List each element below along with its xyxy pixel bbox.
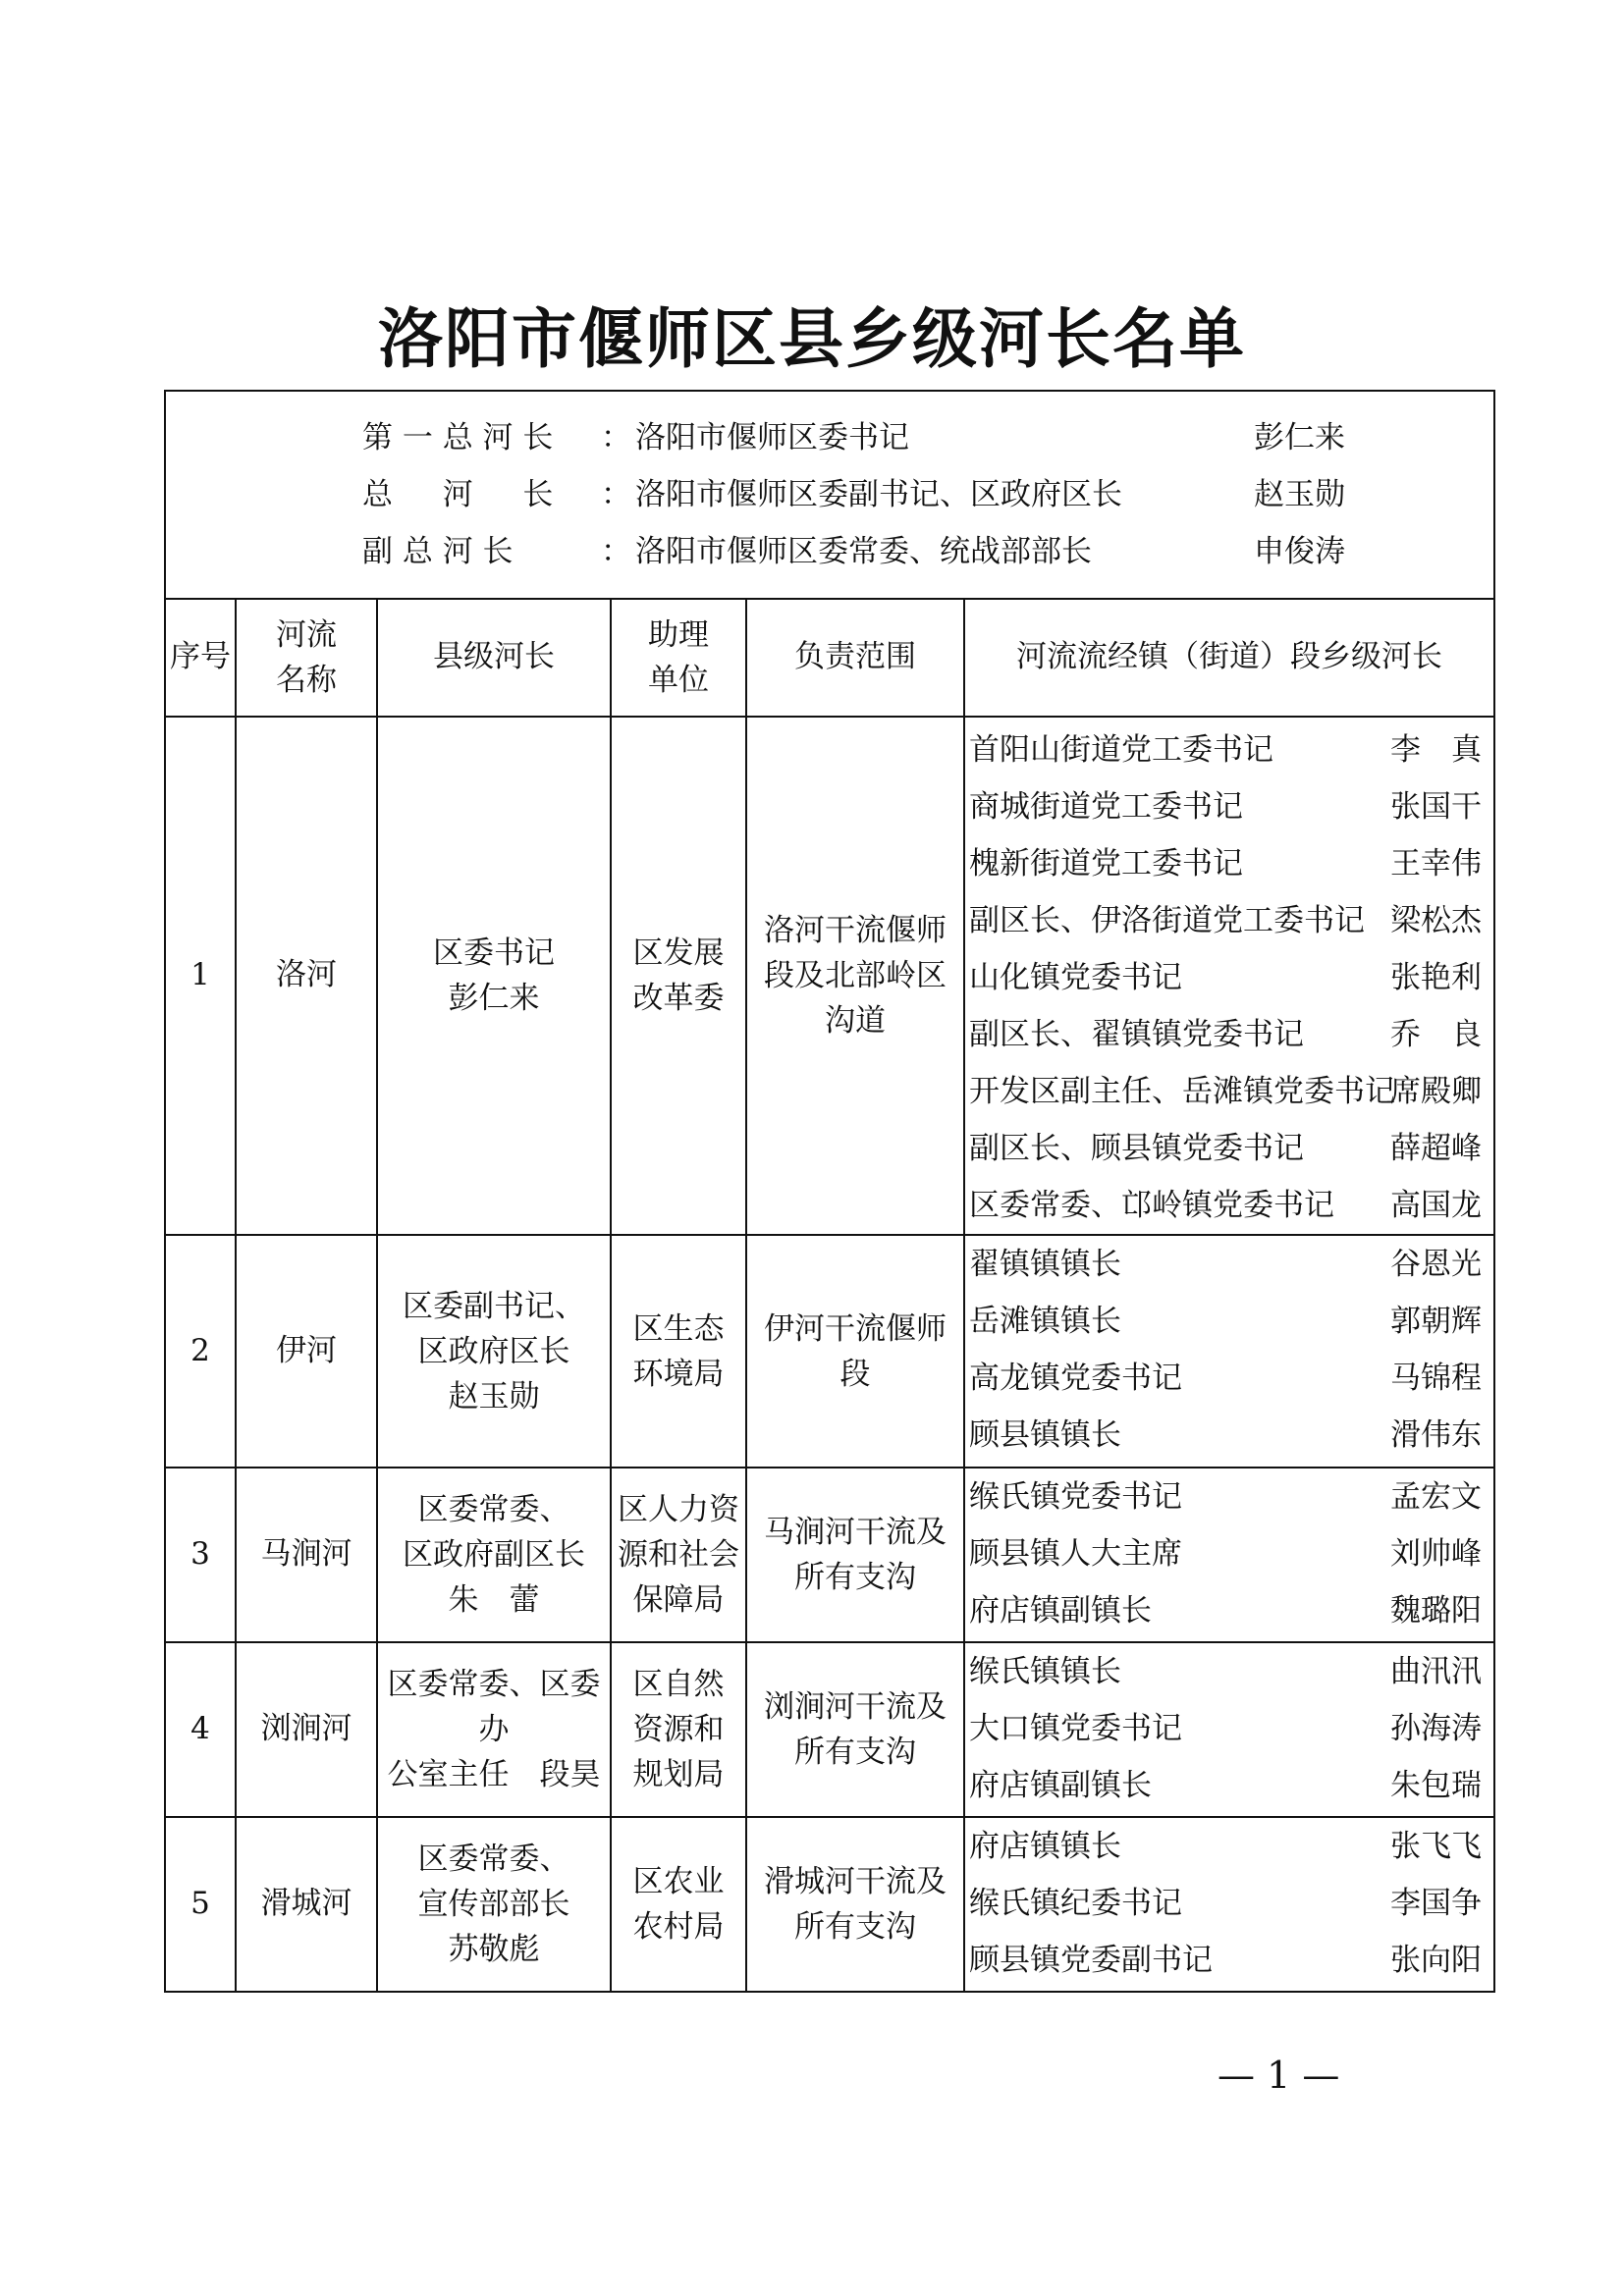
row-assist-unit-line: 区人力资	[618, 1492, 739, 1527]
page-number: — 1 —	[1218, 2054, 1340, 2097]
township-chief-position: 高龙镇党委书记	[969, 1361, 1182, 1396]
chief-role: 总 河 长	[362, 477, 554, 512]
row-river-name: 伊河	[236, 1235, 377, 1468]
row-scope-line: 段及北部岭区	[764, 958, 947, 993]
township-chief-entry	[965, 1293, 1493, 1350]
row-county-chief	[377, 1642, 611, 1817]
township-chief-name: 朱包瑞	[1390, 1768, 1483, 1803]
row-assist-unit-line: 改革委	[632, 981, 725, 1016]
township-chief-position: 大口镇党委书记	[969, 1711, 1182, 1746]
row-county-chief-line: 区政府副区长	[403, 1537, 585, 1573]
row-assist-unit-line: 规划局	[632, 1757, 725, 1792]
township-chief-entry	[965, 1236, 1493, 1293]
township-chief-entry	[965, 835, 1493, 892]
township-chief-name: 刘帅峰	[1390, 1536, 1483, 1572]
township-chief-position: 区委常委、邙岭镇党委书记	[969, 1188, 1334, 1223]
row-scope-line: 段	[839, 1356, 871, 1392]
township-chief-entry	[965, 1120, 1493, 1177]
township-chief-position: 商城街道党工委书记	[969, 789, 1243, 825]
township-chief-entry	[965, 949, 1493, 1006]
chief-colon: ：	[601, 477, 631, 512]
table-row	[165, 717, 1494, 1235]
row-county-chief-line: 朱 蕾	[448, 1582, 540, 1618]
row-scope	[746, 717, 964, 1235]
row-assist-unit-line: 区自然	[632, 1667, 725, 1702]
row-county-chief-line: 区委常委、	[417, 1492, 570, 1527]
row-scope-line: 所有支沟	[794, 1735, 916, 1770]
row-assist-unit	[611, 1817, 746, 1992]
township-chief-entry	[965, 1818, 1493, 1875]
township-chief-name: 王幸伟	[1390, 846, 1483, 881]
row-township-chiefs	[964, 1235, 1494, 1468]
chief-line-3	[166, 523, 1493, 580]
row-scope-line: 所有支沟	[794, 1909, 916, 1945]
table-row	[165, 1642, 1494, 1817]
township-chief-name: 谷恩光	[1390, 1247, 1483, 1282]
row-assist-unit-line: 区生态	[632, 1310, 725, 1347]
row-assist-unit	[611, 1468, 746, 1642]
township-chief-position: 副区长、顾县镇党委书记	[969, 1131, 1304, 1166]
row-assist-unit-line: 保障局	[632, 1582, 725, 1618]
row-county-chief-line: 区委书记	[433, 935, 555, 971]
township-chief-entry	[965, 1582, 1493, 1639]
row-township-chiefs	[964, 717, 1494, 1235]
township-chief-position: 府店镇副镇长	[969, 1593, 1152, 1629]
row-county-chief-line: 公室主任 段昊	[387, 1757, 601, 1792]
chief-name: 彭仁来	[1254, 420, 1345, 455]
township-chief-name: 李 真	[1390, 732, 1483, 768]
table-row	[165, 1235, 1494, 1468]
chief-position: 洛阳市偃师区委书记	[635, 420, 909, 455]
row-assist-unit-line: 区农业	[632, 1864, 725, 1899]
row-scope-line: 浏涧河干流及	[764, 1689, 947, 1725]
row-seq: 3	[165, 1468, 236, 1642]
row-scope	[746, 1817, 964, 1992]
row-township-chiefs	[964, 1642, 1494, 1817]
township-chief-position: 山化镇党委书记	[969, 960, 1182, 995]
header-river-name	[236, 599, 377, 717]
township-chief-entry	[965, 721, 1493, 778]
chief-colon: ：	[601, 420, 631, 455]
row-seq: 1	[165, 717, 236, 1235]
row-township-chiefs	[964, 1468, 1494, 1642]
table-row	[165, 1817, 1494, 1992]
township-chief-position: 岳滩镇镇长	[969, 1304, 1121, 1339]
row-assist-unit-line: 农村局	[632, 1909, 725, 1945]
row-seq: 2	[165, 1235, 236, 1468]
row-county-chief-line: 区委常委、区委办	[387, 1667, 601, 1747]
chief-position: 洛阳市偃师区委常委、统战部部长	[635, 534, 1092, 569]
chief-colon: ：	[601, 534, 631, 569]
row-county-chief	[377, 717, 611, 1235]
header-township-chief: 河流流经镇（街道）段乡级河长	[964, 599, 1494, 717]
row-county-chief-line: 区委常委、	[417, 1842, 570, 1877]
chief-name: 赵玉勋	[1254, 477, 1345, 512]
row-assist-unit	[611, 717, 746, 1235]
row-scope	[746, 1468, 964, 1642]
header-text: 助理	[648, 617, 709, 653]
row-assist-unit-line: 环境局	[632, 1356, 725, 1392]
township-chief-position: 开发区副主任、岳滩镇党委书记	[969, 1074, 1395, 1109]
township-chief-entry	[965, 1932, 1493, 1989]
township-chief-name: 张国干	[1390, 789, 1483, 825]
row-river-name: 洛河	[236, 717, 377, 1235]
township-chief-entry	[965, 1006, 1493, 1063]
row-county-chief-line: 宣传部部长	[417, 1887, 570, 1922]
township-chief-name: 席殿卿	[1390, 1074, 1483, 1109]
row-scope-line: 滑城河干流及	[764, 1864, 947, 1899]
river-chief-table	[164, 390, 1495, 1993]
township-chief-name: 薛超峰	[1390, 1131, 1483, 1166]
row-scope-line: 伊河干流偃师	[764, 1310, 947, 1347]
row-scope-line: 洛河干流偃师	[764, 913, 947, 948]
township-chief-entry	[965, 1643, 1493, 1700]
chief-line-1	[166, 409, 1493, 466]
document-title: 洛阳市偃师区县乡级河长名单	[378, 301, 1246, 377]
header-seq: 序号	[165, 599, 236, 717]
header-text: 河流	[276, 617, 337, 653]
township-chief-position: 副区长、伊洛街道党工委书记	[969, 903, 1365, 938]
row-river-name: 滑城河	[236, 1817, 377, 1992]
township-chief-entry	[965, 1468, 1493, 1525]
township-chief-entry	[965, 1700, 1493, 1757]
row-assist-unit-line: 资源和	[632, 1712, 725, 1747]
township-chief-position: 府店镇镇长	[969, 1829, 1121, 1864]
township-chief-position: 顾县镇镇长	[969, 1417, 1121, 1453]
township-chief-name: 李国争	[1390, 1886, 1483, 1921]
header-county-chief: 县级河长	[377, 599, 611, 717]
header-assist-unit	[611, 599, 746, 717]
header-text: 名称	[276, 663, 337, 698]
township-chief-name: 马锦程	[1390, 1361, 1483, 1396]
chief-line-2	[166, 466, 1493, 523]
township-chief-position: 缑氏镇党委书记	[969, 1479, 1182, 1515]
row-county-chief-line: 彭仁来	[448, 981, 540, 1016]
row-assist-unit	[611, 1642, 746, 1817]
row-scope-line: 马涧河干流及	[764, 1515, 947, 1550]
township-chief-name: 张向阳	[1390, 1943, 1483, 1978]
township-chief-entry	[965, 778, 1493, 835]
row-scope	[746, 1642, 964, 1817]
township-chief-position: 副区长、翟镇镇党委书记	[969, 1017, 1304, 1052]
row-county-chief-line: 区政府区长	[417, 1333, 570, 1369]
row-county-chief-line: 赵玉勋	[448, 1378, 540, 1415]
row-assist-unit-line: 区发展	[632, 935, 725, 971]
township-chief-name: 魏璐阳	[1390, 1593, 1483, 1629]
township-chief-entry	[965, 1757, 1493, 1814]
township-chief-name: 梁松杰	[1390, 903, 1483, 938]
township-chief-entry	[965, 1350, 1493, 1407]
township-chief-position: 顾县镇人大主席	[969, 1536, 1182, 1572]
table-header-row	[165, 599, 1494, 717]
township-chief-position: 槐新街道党工委书记	[969, 846, 1243, 881]
township-chief-entry	[965, 1063, 1493, 1120]
table-row	[165, 1468, 1494, 1642]
row-county-chief	[377, 1817, 611, 1992]
row-county-chief-line: 苏敬彪	[448, 1932, 540, 1967]
township-chief-position: 缑氏镇纪委书记	[969, 1886, 1182, 1921]
township-chief-name: 张飞飞	[1390, 1829, 1483, 1864]
township-chief-name: 孟宏文	[1390, 1479, 1483, 1515]
township-chief-position: 顾县镇党委副书记	[969, 1943, 1213, 1978]
header-scope: 负责范围	[746, 599, 964, 717]
row-township-chiefs	[964, 1817, 1494, 1992]
row-river-name: 马涧河	[236, 1468, 377, 1642]
township-chief-name: 滑伟东	[1390, 1417, 1483, 1453]
header-text: 单位	[648, 663, 709, 698]
row-scope-line: 所有支沟	[794, 1560, 916, 1595]
row-county-chief	[377, 1235, 611, 1468]
township-chief-name: 曲汛汛	[1390, 1654, 1483, 1689]
row-scope-line: 沟道	[825, 1003, 886, 1039]
township-chief-name: 乔 良	[1390, 1017, 1483, 1052]
township-chief-entry	[965, 1525, 1493, 1582]
row-river-name: 浏涧河	[236, 1642, 377, 1817]
township-chief-position: 府店镇副镇长	[969, 1768, 1152, 1803]
township-chief-name: 高国龙	[1390, 1188, 1483, 1223]
township-chief-entry	[965, 892, 1493, 949]
row-seq: 4	[165, 1642, 236, 1817]
township-chief-name: 张艳利	[1390, 960, 1483, 995]
row-seq: 5	[165, 1817, 236, 1992]
township-chief-position: 首阳山街道党工委书记	[969, 732, 1273, 768]
row-county-chief	[377, 1468, 611, 1642]
chief-name: 申俊涛	[1254, 534, 1345, 569]
township-chief-position: 翟镇镇镇长	[969, 1247, 1121, 1282]
row-scope	[746, 1235, 964, 1468]
general-chiefs-block	[165, 391, 1494, 599]
row-county-chief-line: 区委副书记、	[403, 1288, 585, 1324]
row-assist-unit-line: 源和社会	[618, 1537, 739, 1573]
township-chief-entry	[965, 1407, 1493, 1464]
township-chief-name: 郭朝辉	[1390, 1304, 1483, 1339]
chief-role: 第 一 总 河 长	[362, 420, 554, 455]
row-assist-unit	[611, 1235, 746, 1468]
chief-position: 洛阳市偃师区委副书记、区政府区长	[635, 477, 1122, 512]
township-chief-entry	[965, 1875, 1493, 1932]
chief-role: 副 总 河 长	[362, 534, 514, 569]
township-chief-entry	[965, 1177, 1493, 1234]
township-chief-name: 孙海涛	[1390, 1711, 1483, 1746]
township-chief-position: 缑氏镇镇长	[969, 1654, 1121, 1689]
